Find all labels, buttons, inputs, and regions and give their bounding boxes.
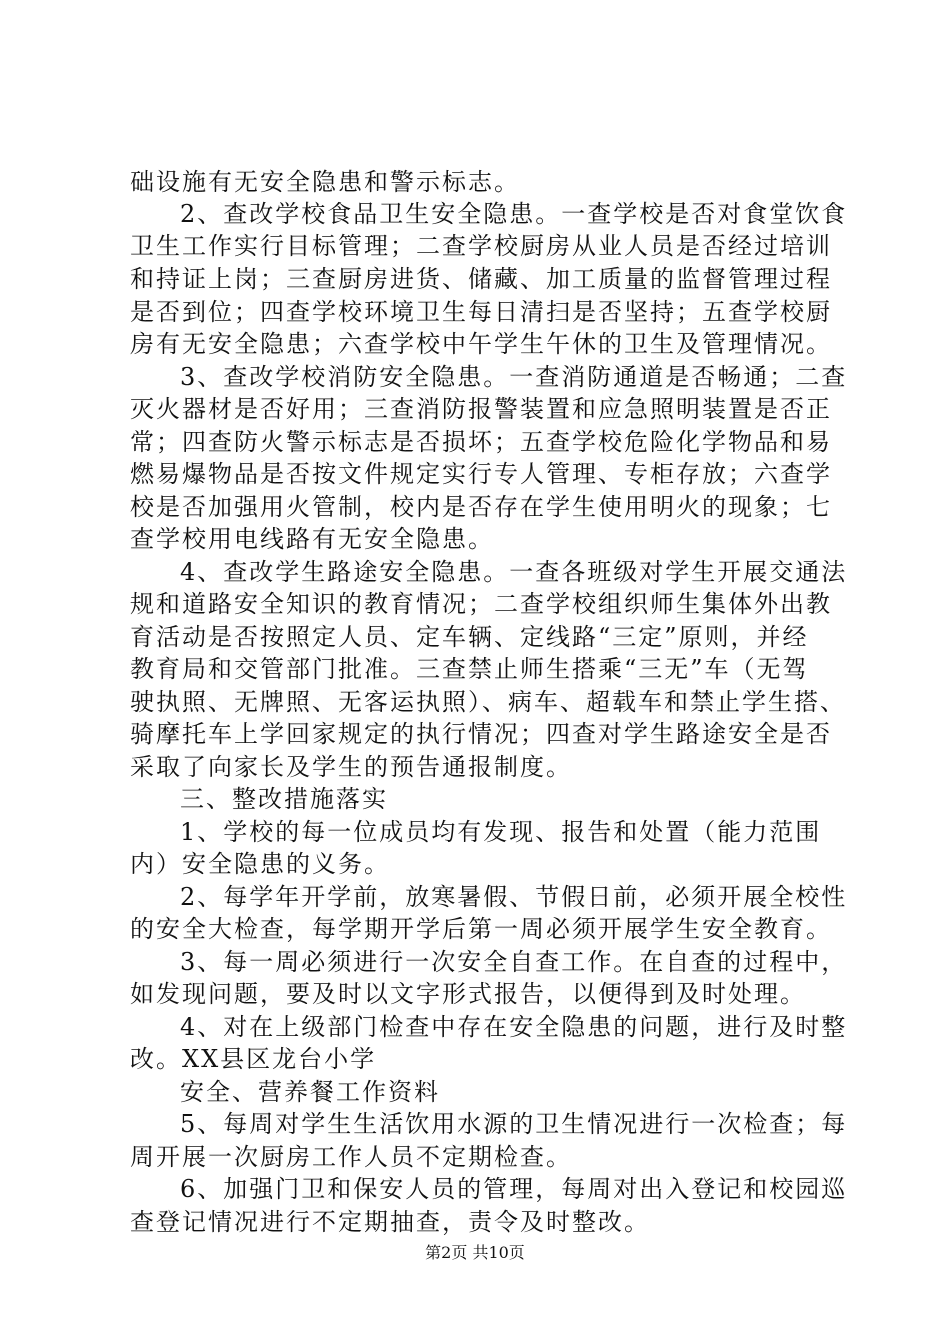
text-line: 采取了向家长及学生的预告通报制度。: [130, 753, 572, 781]
text-line: 房有无安全隐患；六查学校中午学生午休的卫生及管理情况。: [130, 330, 832, 358]
text-line: 础设施有无安全隐患和警示标志。: [130, 168, 520, 196]
text-line: 6、加强门卫和保安人员的管理，每周对出入登记和校园巡: [180, 1175, 848, 1203]
text-line: 查登记情况进行不定期抽查，责令及时整改。: [130, 1208, 650, 1236]
text-line: 卫生工作实行目标管理；二查学校厨房从业人员是否经过培训: [130, 232, 832, 260]
text-line: 和持证上岗；三查厨房进货、储藏、加工质量的监督管理过程: [130, 265, 832, 293]
text-line: 教育局和交管部门批准。三查禁止师生搭乘“三无”车（无驾: [130, 655, 809, 683]
text-line: 骑摩托车上学回家规定的执行情况；四查对学生路途安全是否: [130, 720, 832, 748]
text-line: 校是否加强用火管制，校内是否存在学生使用明火的现象；七: [130, 493, 832, 521]
text-line: 的安全大检查，每学期开学后第一周必须开展学生安全教育。: [130, 915, 832, 943]
text-line: 改。XX县区龙台小学: [130, 1045, 377, 1073]
section-heading: 三、整改措施落实: [180, 785, 388, 813]
text-line: 3、查改学校消防安全隐患。一查消防通道是否畅通；二查: [180, 363, 848, 391]
text-line: 是否到位；四查学校环境卫生每日清扫是否坚持；五查学校厨: [130, 298, 832, 326]
text-line: 安全、营养餐工作资料: [180, 1078, 440, 1106]
text-line: 2、查改学校食品卫生安全隐患。一查学校是否对食堂饮食: [180, 200, 848, 228]
text-line: 周开展一次厨房工作人员不定期检查。: [130, 1143, 572, 1171]
text-line: 1、学校的每一位成员均有发现、报告和处置（能力范围: [180, 818, 822, 846]
text-line: 2、每学年开学前，放寒暑假、节假日前，必须开展全校性: [180, 883, 848, 911]
page-number-footer: 第2页 共10页: [425, 1243, 525, 1262]
text-line: 如发现问题，要及时以文字形式报告，以便得到及时处理。: [130, 980, 806, 1008]
text-line: 查学校用电线路有无安全隐患。: [130, 525, 494, 553]
text-line: 灭火器材是否好用；三查消防报警装置和应急照明装置是否正: [130, 395, 832, 423]
text-line: 3、每一周必须进行一次安全自查工作。在自查的过程中，: [180, 948, 848, 976]
text-line: 规和道路安全知识的教育情况；二查学校组织师生集体外出教: [130, 590, 832, 618]
text-line: 内）安全隐患的义务。: [130, 850, 390, 878]
text-line: 4、对在上级部门检查中存在安全隐患的问题，进行及时整: [180, 1013, 848, 1041]
text-line: 燃易爆物品是否按文件规定实行专人管理、专柜存放；六查学: [130, 460, 832, 488]
text-line: 驶执照、无牌照、无客运执照）、病车、超载车和禁止学生搭、: [130, 688, 846, 716]
text-line: 5、每周对学生生活饮用水源的卫生情况进行一次检查；每: [180, 1110, 848, 1138]
text-line: 育活动是否按照定人员、定车辆、定线路“三定”原则，并经: [130, 623, 809, 651]
text-line: 常；四查防火警示标志是否损坏；五查学校危险化学物品和易: [130, 428, 832, 456]
text-line: 4、查改学生路途安全隐患。一查各班级对学生开展交通法: [180, 558, 848, 586]
